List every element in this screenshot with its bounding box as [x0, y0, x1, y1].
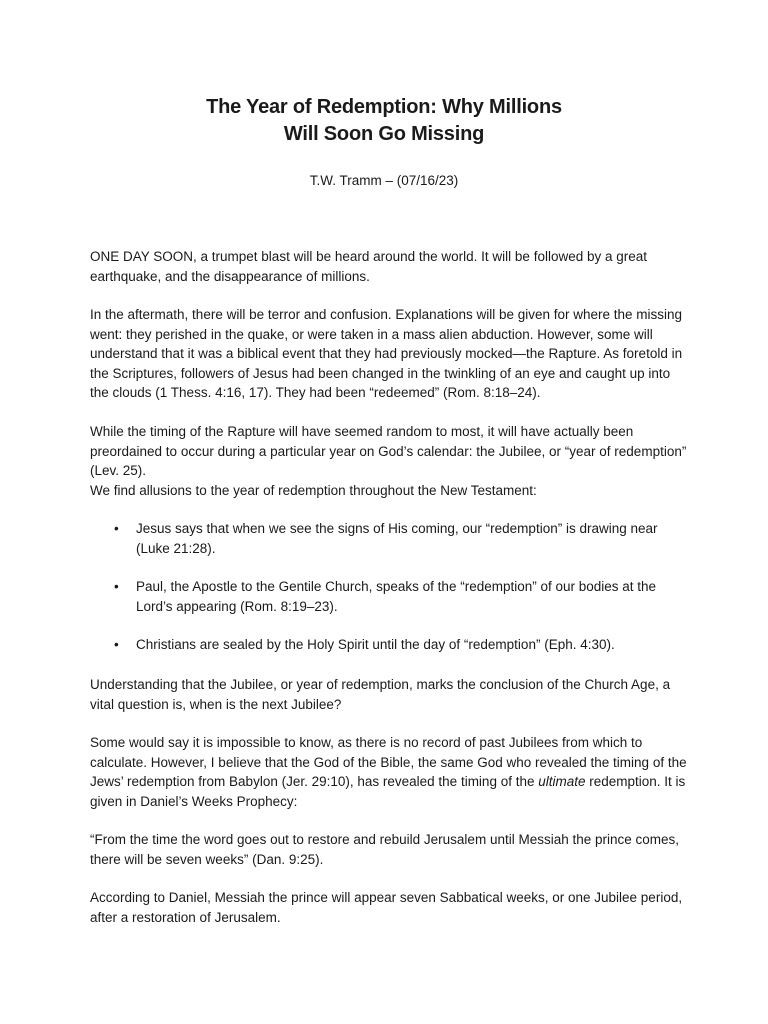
paragraph-daniel-intro: [90, 733, 690, 811]
list-item-text: Paul, the Apostle to the Gentile Church, speaks of the “redemption” of our bodies at the Lord’s appearing (Rom. 8:19–23).: [136, 579, 657, 614]
author-byline: T.W. Tramm – (07/16/23): [309, 173, 459, 188]
list-item-text: Jesus says that when we see the signs of His coming, our “redemption” is drawing near (Luke 21:28).: [136, 521, 658, 556]
bullet-marker: •: [114, 579, 119, 594]
paragraph-timing: While the timing of the Rapture will have seemed random to most, it will have actually been preordained to occur during a particular year on God’s calendar: the Jubilee, or “year of redemption” (Lev. 25).: [90, 424, 687, 478]
paragraph-quote: “From the time the word goes out to restore and rebuild Jerusalem until Messiah the prince comes, there will be seven weeks” (Dan. 9:25).: [90, 832, 680, 867]
paragraph-conclusion: According to Daniel, Messiah the prince will appear seven Sabbatical weeks, or one Jubilee period, after a restoration of Jerusalem.: [90, 890, 683, 925]
bullet-marker: •: [114, 521, 119, 536]
bullet-marker: •: [114, 637, 119, 652]
list-item: [114, 519, 674, 558]
paragraph-intro: ONE DAY SOON, a trumpet blast will be heard around the world. It will be followed by a great earthquake, and the disappearance of millions.: [90, 249, 648, 284]
paragraph-allusions: We find allusions to the year of redemption throughout the New Testament:: [90, 483, 537, 498]
paragraph-text: Some would say it is impossible to know, as there is no record of past Jubilees from which to calculate. However, I believe that the God of the Bible, the same God who revealed the timing of the Jews’ redemption from Babylon (Jer. 29:10), has revealed the timing of the: [90, 735, 687, 789]
list-item-text: Christians are sealed by the Holy Spirit until the day of “redemption” (Eph. 4:30).: [136, 637, 615, 652]
list-item: [114, 577, 674, 616]
paragraph-jubilee-question: Understanding that the Jubilee, or year of redemption, marks the conclusion of the Church Age, a vital question is, when is the next Jubilee?: [90, 677, 671, 712]
list-item: [114, 635, 674, 655]
title-line-1: The Year of Redemption: Why Millions: [206, 96, 562, 118]
paragraph-text: redemption. It is given in Daniel’s Weeks Prophecy:: [90, 774, 686, 809]
document-title: [0, 94, 768, 148]
title-line-2: Will Soon Go Missing: [283, 123, 485, 145]
emphasis-text: ultimate: [538, 774, 586, 789]
paragraph-aftermath: In the aftermath, there will be terror and confusion. Explanations will be given for where the missing went: they perished in the quake, or were taken in a mass alien abduction. However, some will understand that it was a biblical event that they had previously mocked—the Rapture. As foretold in the Scriptures, followers of Jesus had been changed in the twinkling of an eye and caught up into the clouds (1 Thess. 4:16, 17). They had been “redeemed” (Rom. 8:18–24).: [90, 307, 683, 400]
